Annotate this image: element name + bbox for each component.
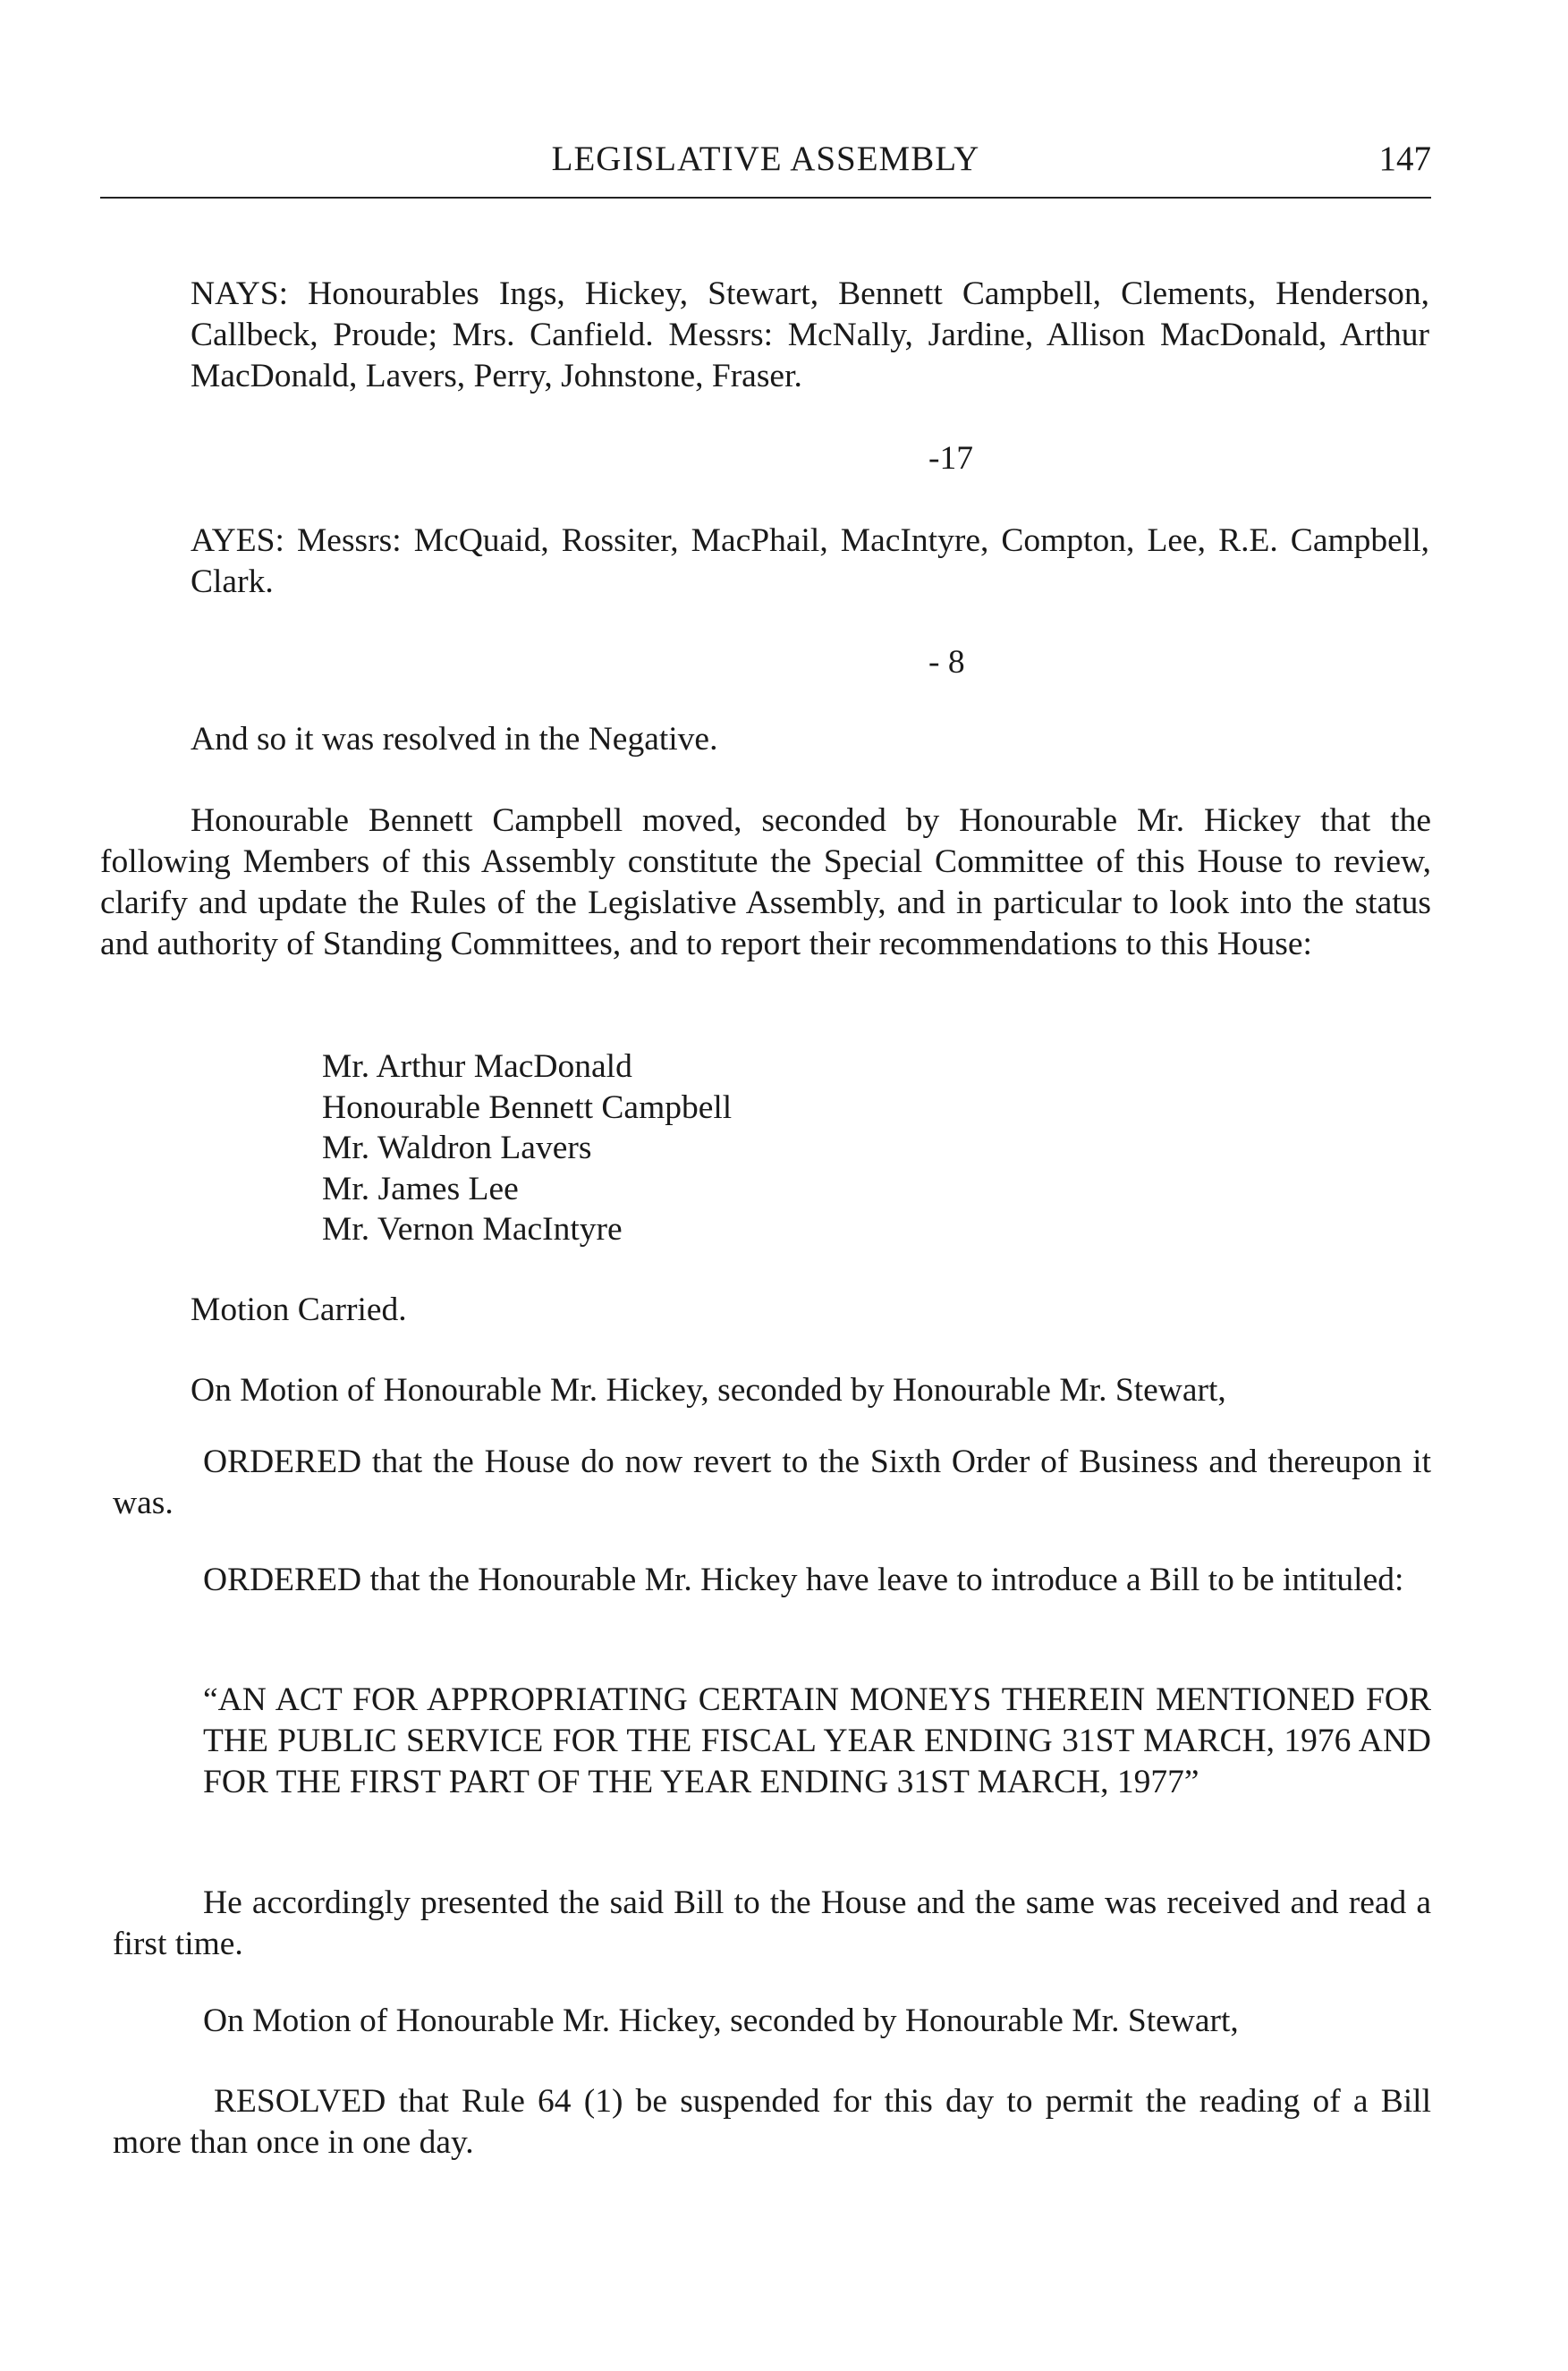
motion-2: On Motion of Honourable Mr. Hickey, seconded by Honourable Mr. Stewart, bbox=[203, 2003, 1239, 2039]
running-title: LEGISLATIVE ASSEMBLY bbox=[551, 140, 980, 178]
ayes-count: - 8 bbox=[928, 644, 965, 681]
nays-paragraph: NAYS: Honourables Ings, Hickey, Stewart, Bennett Campbell, Clements, Henderson, Callbeck, Proude; Mrs. Canfield. Messrs: McNally, Jardine, Allison MacDonald, Arthur MacDonald, Lavers, Perry, Johnstone, Fraser. bbox=[191, 275, 1429, 394]
motion-1: On Motion of Honourable Mr. Hickey, seconded by Honourable Mr. Stewart, bbox=[191, 1372, 1226, 1409]
ayes-paragraph: AYES: Messrs: McQuaid, Rossiter, MacPhail, MacIntyre, Compton, Lee, R.E. Campbell, Clark. bbox=[191, 522, 1429, 600]
committee-member: Mr. Waldron Lavers bbox=[322, 1130, 592, 1167]
nays-count: -17 bbox=[928, 440, 973, 477]
bill-presented: He accordingly presented the said Bill to the House and the same was received and read a first time. bbox=[113, 1884, 1431, 1962]
committee-motion-paragraph: Honourable Bennett Campbell moved, seconded by Honourable Mr. Hickey that the following Members of this Assembly constitute the Special Committee of this House to review, clarify and update the Rules of the Legislative Assembly, and in particular to look into the status and authority of Standing Committees, and to report their recommendations to this House: bbox=[100, 802, 1431, 962]
page-header bbox=[100, 139, 1431, 192]
page-number: 147 bbox=[1378, 140, 1431, 178]
committee-member: Mr. Vernon MacIntyre bbox=[322, 1211, 623, 1249]
vote-result: And so it was resolved in the Negative. bbox=[191, 721, 718, 758]
ordered-2: ORDERED that the Honourable Mr. Hickey have leave to introduce a Bill to be intituled: bbox=[203, 1562, 1404, 1598]
bill-title: “AN ACT FOR APPROPRIATING CERTAIN MONEYS THEREIN MENTIONED FOR THE PUBLIC SERVICE FOR THE FISCAL YEAR ENDING 31ST MARCH, 1976 AND FOR THE FIRST PART OF THE YEAR ENDING 31ST MARCH, 1977” bbox=[203, 1681, 1431, 1800]
committee-member: Mr. Arthur MacDonald bbox=[322, 1048, 632, 1085]
committee-member: Honourable Bennett Campbell bbox=[322, 1088, 733, 1126]
committee-member-list bbox=[322, 1046, 1127, 1250]
committee-member: Mr. James Lee bbox=[322, 1170, 519, 1207]
resolved: RESOLVED that Rule 64 (1) be suspended for this day to permit the reading of a Bill more than once in one day. bbox=[113, 2083, 1431, 2161]
header-rule bbox=[100, 197, 1431, 199]
motion-outcome: Motion Carried. bbox=[191, 1291, 407, 1328]
ordered-1: ORDERED that the House do now revert to the Sixth Order of Business and thereupon it was. bbox=[113, 1444, 1431, 1521]
